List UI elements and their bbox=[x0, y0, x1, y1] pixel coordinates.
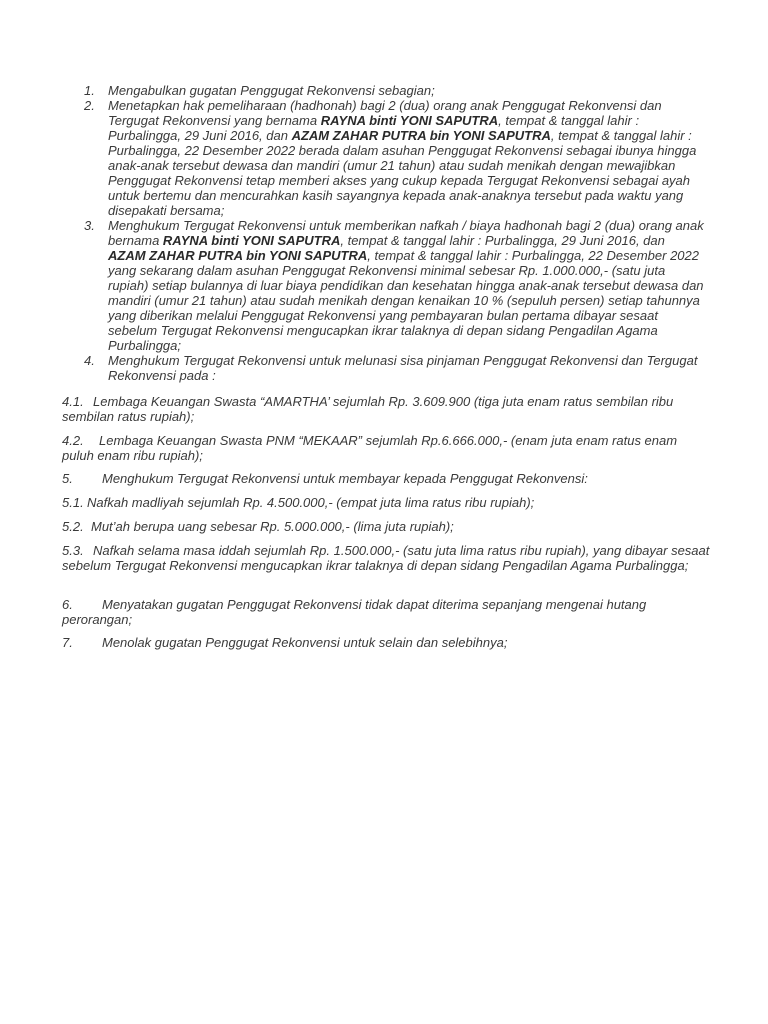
paragraph-4-2 bbox=[62, 433, 712, 463]
paragraph-5-1 bbox=[62, 495, 712, 510]
paragraph-4-1 bbox=[62, 394, 712, 424]
paragraph-number: 5. bbox=[62, 471, 73, 486]
paragraph-text: Lembaga Keuangan Swasta “AMARTHA’ sejumlah Rp. 3.609.900 (tiga juta enam ratus sembilan ribu sembilan ratus rupiah); bbox=[62, 394, 674, 424]
paragraph-number: 5.2. bbox=[62, 519, 84, 534]
paragraph-number: 6. bbox=[62, 597, 73, 612]
child-name: RAYNA binti YONI SAPUTRA bbox=[320, 113, 499, 128]
paragraph-7 bbox=[62, 635, 712, 650]
paragraph-5-2 bbox=[62, 519, 712, 534]
paragraph-text: Nafkah madliyah sejumlah Rp. 4.500.000,- (empat juta lima ratus ribu rupiah); bbox=[87, 495, 535, 510]
item-number: 4. bbox=[84, 353, 95, 368]
item-text: Mengabulkan gugatan Penggugat Rekonvensi sebagian; bbox=[108, 83, 435, 98]
list-item bbox=[84, 218, 706, 353]
paragraph-number: 5.1. bbox=[62, 495, 84, 510]
paragraph-6 bbox=[62, 597, 712, 627]
paragraph-number: 7. bbox=[62, 635, 73, 650]
list-item bbox=[84, 83, 706, 98]
paragraph-5-3 bbox=[62, 543, 712, 573]
paragraph-text: Menghukum Tergugat Rekonvensi untuk membayar kepada Penggugat Rekonvensi: bbox=[102, 471, 588, 486]
paragraph-5 bbox=[62, 471, 712, 486]
paragraph-text: Nafkah selama masa iddah sejumlah Rp. 1.500.000,- (satu juta lima ratus ribu rupiah), yang dibayar sesaat sebelum Tergugat Rekonvensi mengucapkan ikrar talaknya di depan sidang Pengadilan Agama Purbalingga; bbox=[62, 543, 710, 573]
paragraph-text: Mut’ah berupa uang sebesar Rp. 5.000.000,- (lima juta rupiah); bbox=[91, 519, 454, 534]
paragraph-text: Menyatakan gugatan Penggugat Rekonvensi tidak dapat diterima sepanjang mengenai hutang perorangan; bbox=[62, 597, 647, 627]
child-name: RAYNA binti YONI SAPUTRA bbox=[162, 233, 341, 248]
item-text: Menetapkan hak pemeliharaan (hadhonah) bagi 2 (dua) orang anak Penggugat Rekonvensi dan Tergugat Rekonvensi yang bernama bbox=[108, 98, 662, 128]
item-number: 3. bbox=[84, 218, 95, 233]
paragraph-number: 5.3. bbox=[62, 543, 84, 558]
list-item bbox=[84, 98, 706, 218]
item-text: , tempat & tanggal lahir : Purbalingga, 29 Juni 2016, dan bbox=[340, 233, 665, 248]
child-name: AZAM ZAHAR PUTRA bin YONI SAPUTRA bbox=[291, 128, 551, 143]
paragraph-number: 4.2. bbox=[62, 433, 84, 448]
item-text: , tempat & tanggal lahir : Purbalingga, 22 Desember 2022 berada dalam asuhan Penggugat Rekonvensi sebagai ibunya hingga anak-anak tersebut dewasa dan mandiri (umur 21 tahun) atau sudah menikah dengan mewajibkan Penggugat Rekonvensi tetap memberi akses yang cukup kepada Tergugat Rekonvensi sebagai ayah untuk bertemu dan mencurahkan kasih sayangnya kepada anak-anaknya tersebut pada waktu yang disepakati bersama; bbox=[108, 128, 697, 218]
paragraph-text: Menolak gugatan Penggugat Rekonvensi untuk selain dan selebihnya; bbox=[102, 635, 508, 650]
item-text: , tempat & tanggal lahir : Purbalingga, 29 Juni 2016, dan bbox=[108, 113, 640, 143]
paragraph-number: 4.1. bbox=[62, 394, 84, 409]
list-item bbox=[84, 353, 706, 383]
numbered-list bbox=[84, 83, 706, 383]
item-text: , tempat & tanggal lahir : Purbalingga, 22 Desember 2022 yang sekarang dalam asuhan Penggugat Rekonvensi minimal sebesar Rp. 1.000.000,- (satu juta rupiah) setiap bulannya di luar biaya pendidikan dan kesehatan hingga anak-anak tersebut dewasa dan mandiri (umur 21 tahun) atau sudah menikah dengan kenaikan 10 % (sepuluh persen) setiap tahunnya yang diberikan melalui Penggugat Rekonvensi yang pembayaran bulan pertama dibayar sesaat sebelum Tergugat Rekonvensi mengucapkan ikrar talaknya di depan sidang Pengadilan Agama Purbalingga; bbox=[108, 248, 704, 353]
item-text: Menghukum Tergugat Rekonvensi untuk memberikan nafkah / biaya hadhonah bagi 2 (dua) orang anak bernama bbox=[108, 218, 704, 248]
child-name: AZAM ZAHAR PUTRA bin YONI SAPUTRA bbox=[108, 248, 368, 263]
item-number: 2. bbox=[84, 98, 95, 113]
item-text: Menghukum Tergugat Rekonvensi untuk melunasi sisa pinjaman Penggugat Rekonvensi dan Tergugat Rekonvensi pada : bbox=[108, 353, 698, 383]
item-number: 1. bbox=[84, 83, 95, 98]
paragraph-text: Lembaga Keuangan Swasta PNM “MEKAAR” sejumlah Rp.6.666.000,- (enam juta enam ratus enam puluh enam ribu rupiah); bbox=[62, 433, 678, 463]
